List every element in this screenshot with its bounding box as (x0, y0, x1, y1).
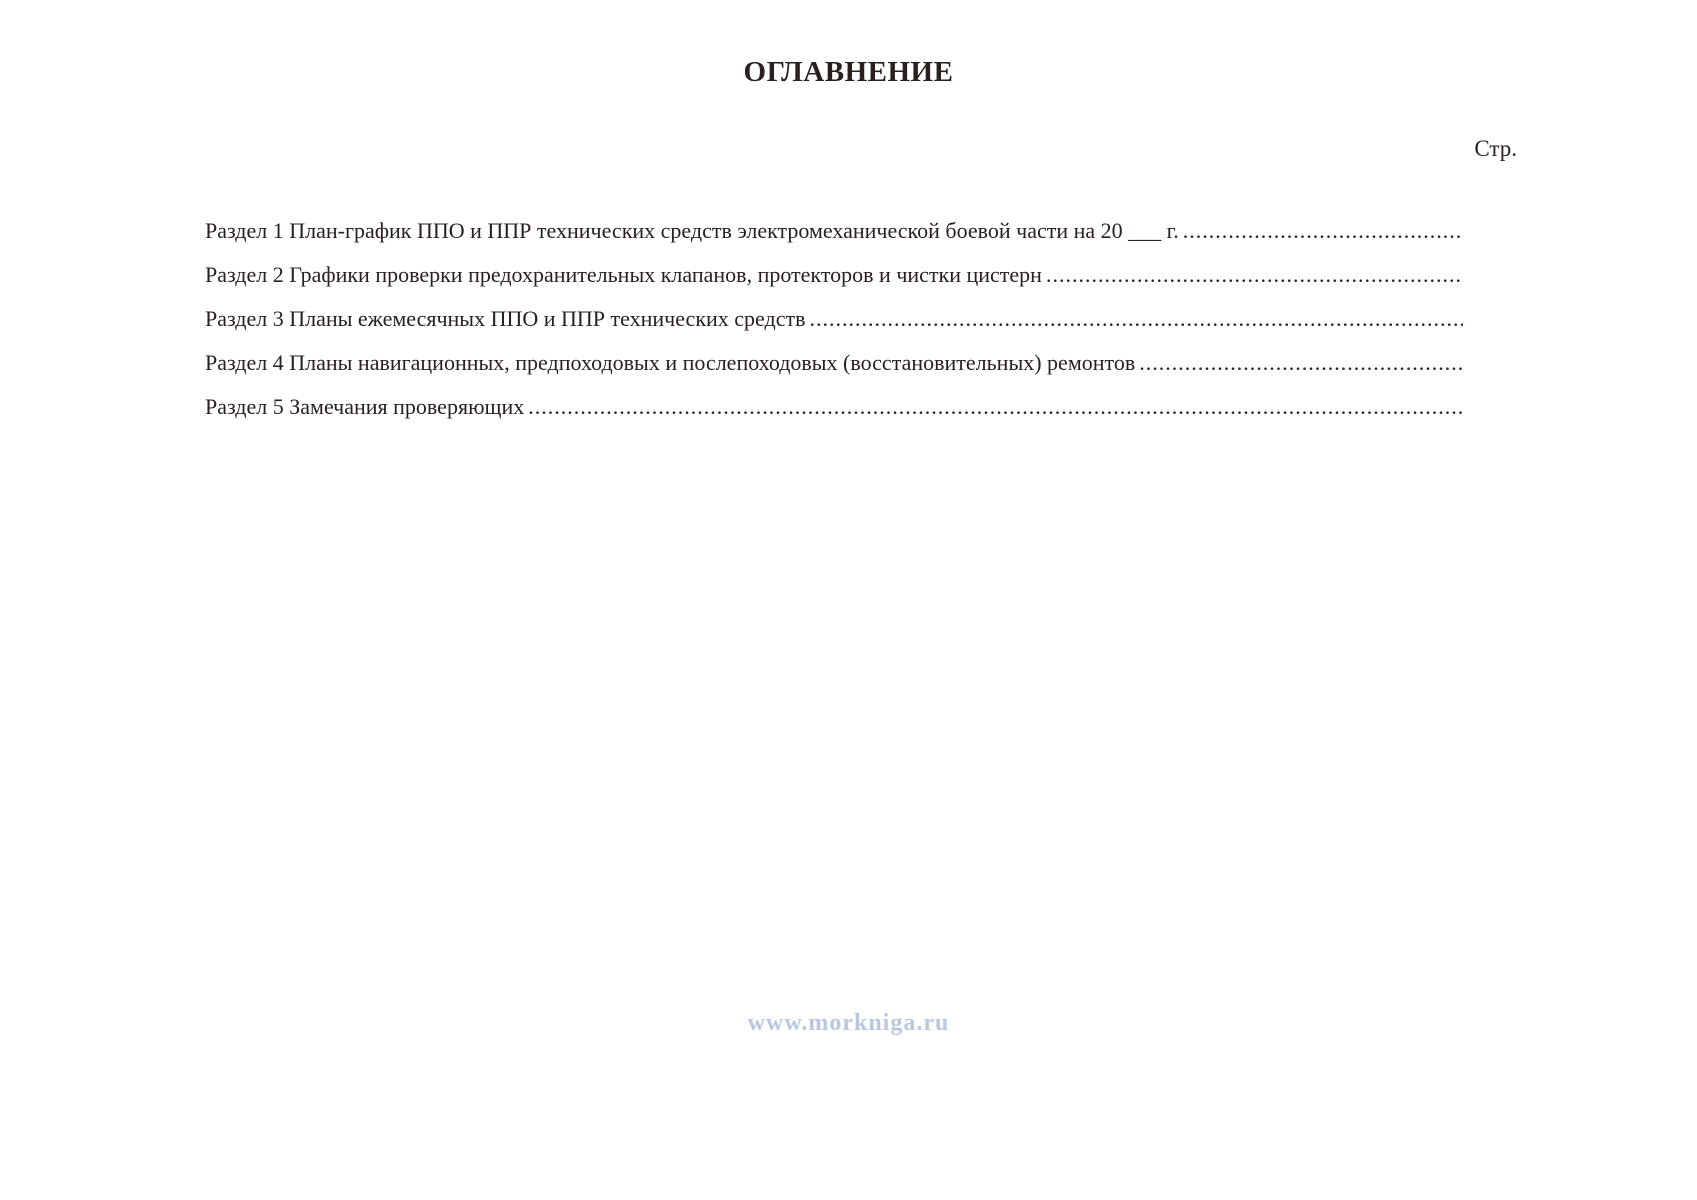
table-of-contents (205, 209, 1463, 429)
dot-leader (1139, 341, 1463, 385)
toc-entry-label: Раздел 3 Планы ежемесячных ППО и ППР технических средств (205, 306, 806, 331)
dot-leader (1183, 209, 1463, 253)
toc-entry (205, 253, 1463, 297)
dot-leader (1046, 253, 1463, 297)
toc-entry (205, 297, 1463, 341)
toc-entry-label: Раздел 2 Графики проверки предохранительных клапанов, протекторов и чистки цистерн (205, 262, 1042, 287)
dot-leader (809, 297, 1463, 341)
toc-entry (205, 209, 1463, 253)
toc-entry-label: Раздел 5 Замечания проверяющих (205, 394, 525, 419)
toc-entry-label: Раздел 1 План-график ППО и ППР технических средств электромеханической боевой части на 20 ___ г. (205, 218, 1179, 243)
dot-leader (528, 385, 1463, 429)
toc-entry-label: Раздел 4 Планы навигационных, предпоходовых и послепоходовых (восстановительных) ремонтов (205, 350, 1136, 375)
toc-entry (205, 341, 1463, 385)
watermark-text: www.morkniga.ru (747, 1010, 950, 1036)
page-number-column-header: Стр. (1474, 136, 1517, 161)
page-title: ОГЛАВНЕНИЕ (743, 56, 954, 88)
toc-entry (205, 385, 1463, 429)
